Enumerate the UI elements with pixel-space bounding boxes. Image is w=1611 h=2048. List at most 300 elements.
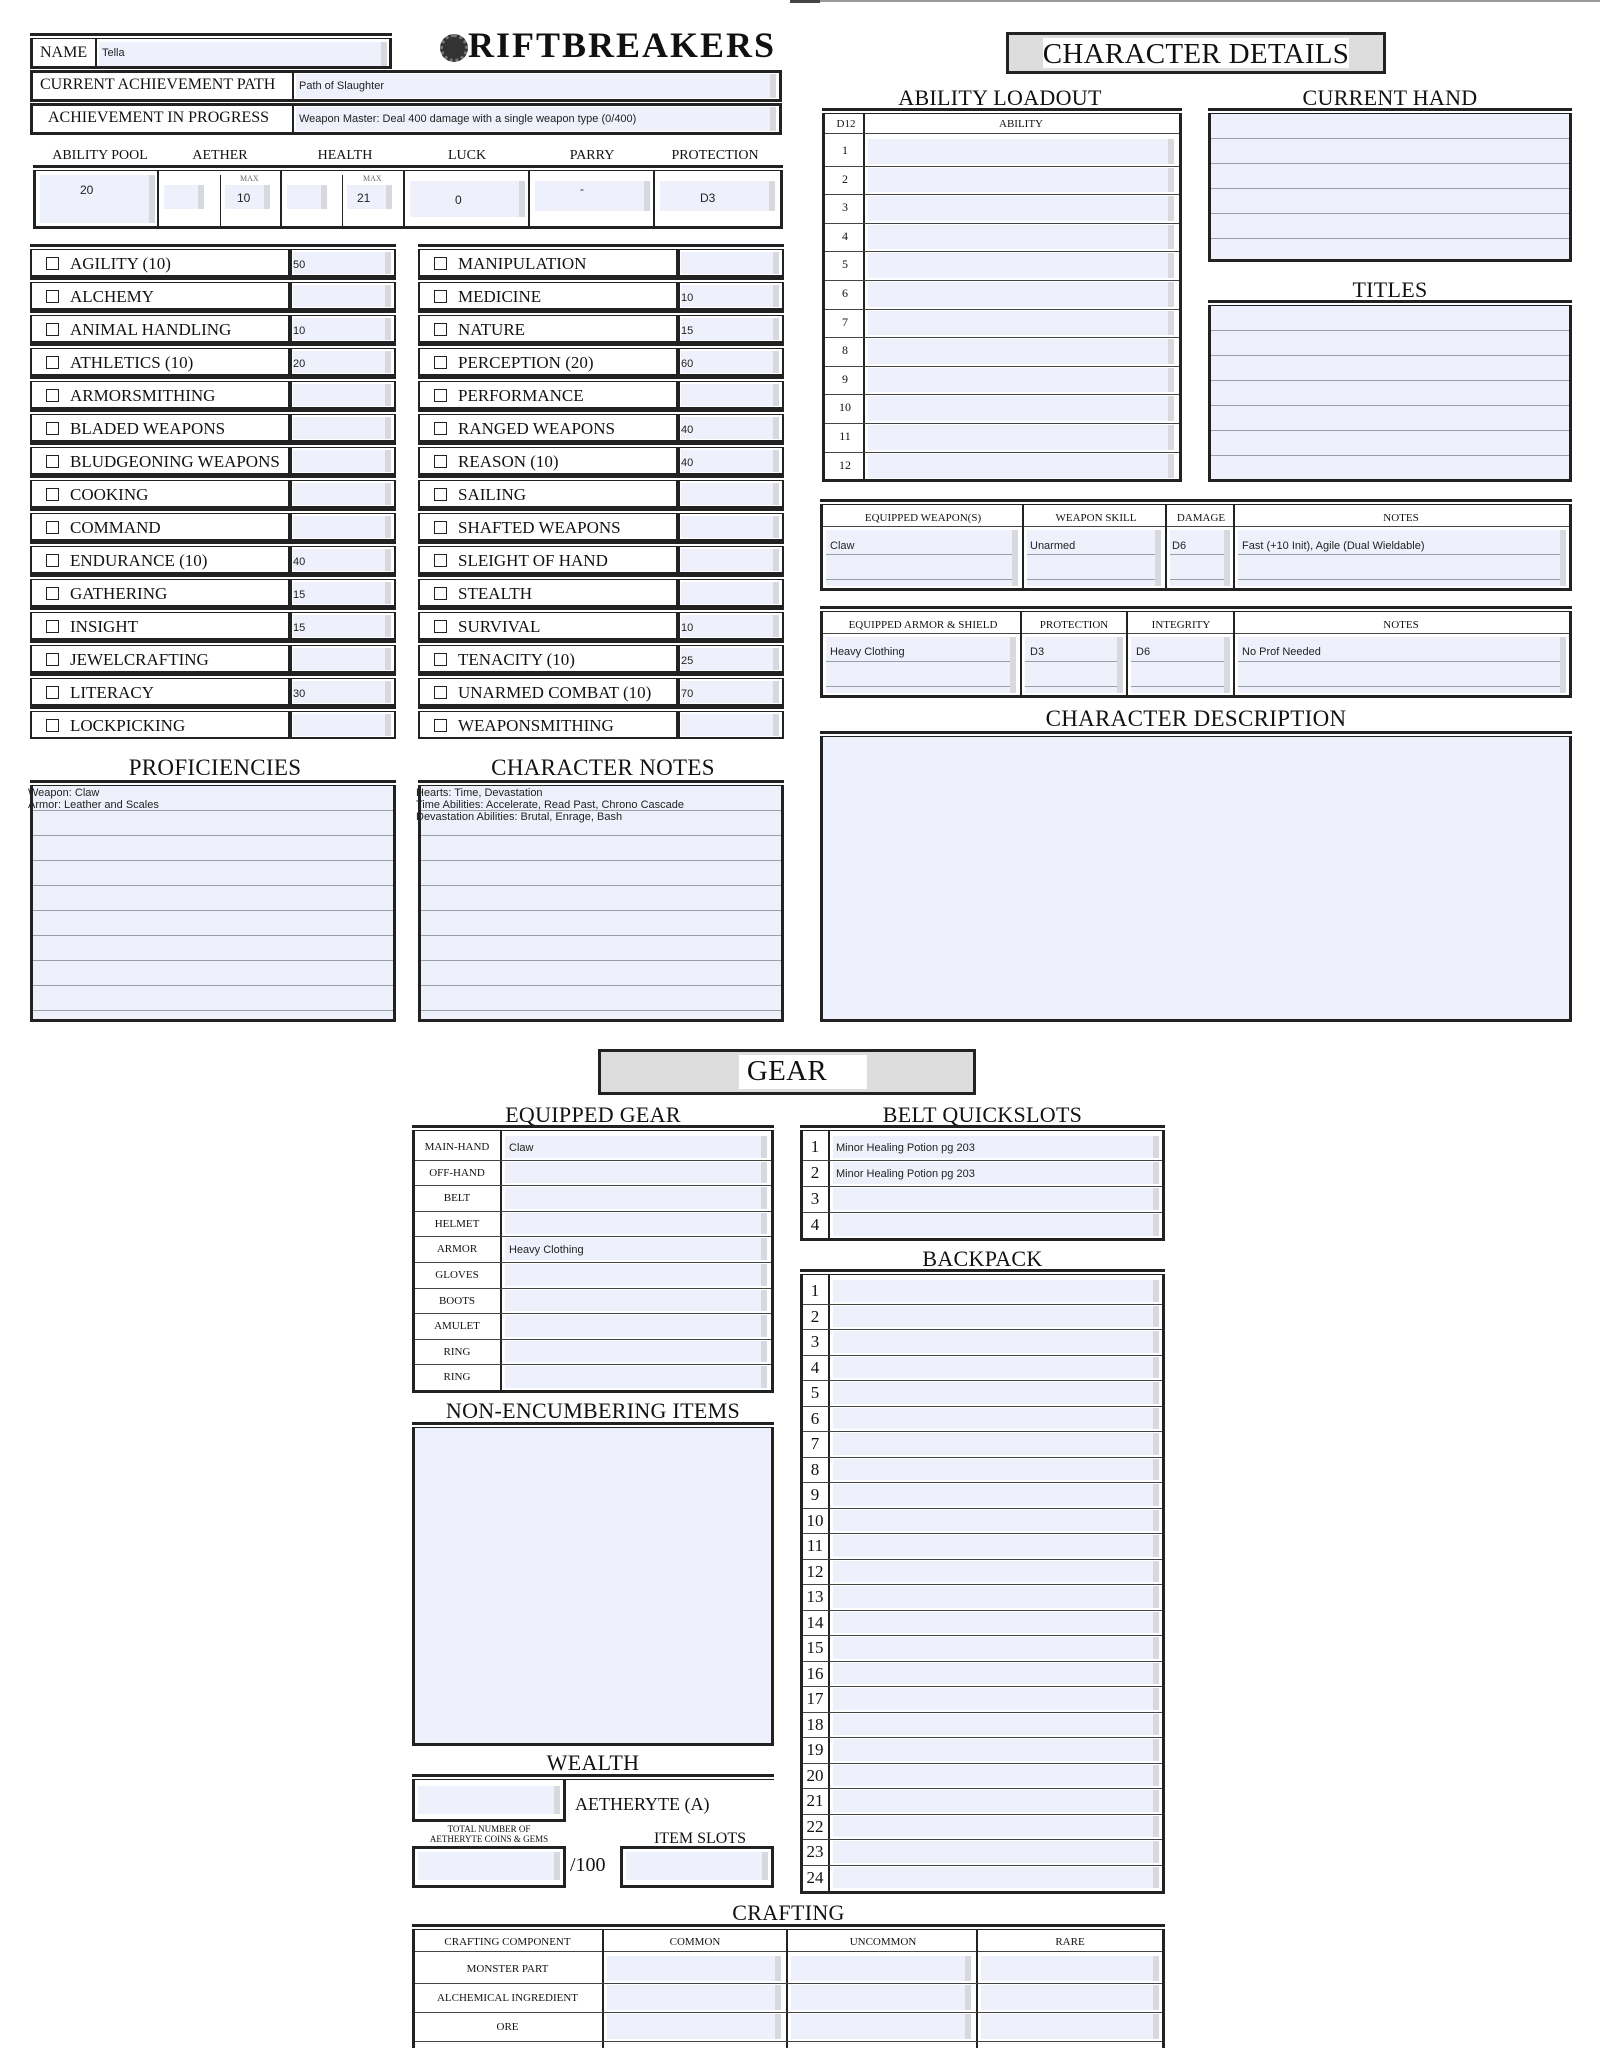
skill-value-field[interactable] [293, 483, 391, 505]
skill-value: 15 [293, 622, 306, 634]
loadout-ability-field[interactable] [868, 425, 1174, 450]
health-current-field[interactable] [287, 185, 327, 209]
skill-checkbox[interactable] [434, 521, 447, 534]
equipped-item-value: Heavy Clothing [509, 1244, 584, 1257]
backpack-slot-field[interactable] [833, 1535, 1159, 1557]
equipped-slot-field[interactable] [505, 1366, 767, 1388]
equipped-slot-label: GLOVES [435, 1269, 479, 1281]
backpack-row-divider [803, 1431, 1162, 1432]
skill-row-2[interactable] [418, 316, 678, 343]
divider [1233, 612, 1235, 696]
divider [528, 171, 530, 229]
skill-value-field[interactable] [293, 582, 391, 604]
crafting-common-field[interactable] [607, 1956, 781, 1981]
divider [403, 171, 405, 229]
non-encumbering-title: NON-ENCUMBERING ITEMS [445, 1398, 741, 1423]
backpack-slot-number: 6 [810, 1408, 820, 1428]
health-max-value: 21 [357, 191, 371, 205]
skill-value: 40 [681, 424, 694, 436]
proficiencies-box[interactable] [30, 786, 396, 1022]
loadout-ability-field[interactable] [868, 368, 1174, 393]
skill-row-1[interactable] [418, 283, 678, 310]
skill-checkbox[interactable] [46, 620, 59, 633]
skill-value: 10 [293, 325, 306, 337]
skill-value-field[interactable] [681, 252, 779, 274]
weapons-header-weapon: EQUIPPED WEAPON(S) [864, 512, 982, 524]
aetheryte-label: AETHERYTE (A) [575, 1794, 710, 1814]
skill-value-field[interactable] [681, 483, 779, 505]
skill-value-field[interactable] [293, 615, 391, 637]
loadout-number: 3 [842, 200, 848, 215]
crafting-component-label: ORE [496, 2021, 519, 2033]
loadout-row-divider [825, 194, 1179, 195]
loadout-row-divider [825, 166, 1179, 167]
skill-value-field[interactable] [293, 417, 391, 439]
backpack-slot-field[interactable] [833, 1280, 1159, 1302]
crafting-header-common: COMMON [669, 1936, 721, 1948]
skill-label: PERCEPTION (20) [458, 353, 594, 372]
skill-value-field[interactable] [293, 318, 391, 340]
armor-header-protection: PROTECTION [1039, 619, 1109, 631]
loadout-ability-field[interactable] [868, 339, 1174, 364]
crafting-rare-field[interactable] [981, 1985, 1159, 2010]
equipped-item-value: Claw [509, 1142, 534, 1154]
character-description-title: CHARACTER DESCRIPTION [1045, 706, 1347, 731]
slots-max: /100 [570, 1854, 606, 1876]
crafting-uncommon-field[interactable] [791, 2014, 971, 2039]
equipped-slot-label: BELT [443, 1192, 471, 1205]
skill-row-11[interactable] [418, 613, 678, 640]
total-aetheryte-field[interactable] [418, 1852, 560, 1880]
divider [976, 1930, 978, 2048]
skill-checkbox[interactable] [434, 455, 447, 468]
crafting-header-rare: RARE [1055, 1936, 1085, 1948]
loadout-ability-field[interactable] [868, 282, 1174, 307]
backpack-slot-field[interactable] [833, 1714, 1159, 1736]
skill-checkbox[interactable] [46, 521, 59, 534]
backpack-row-divider [803, 1839, 1162, 1840]
backpack-slot-field[interactable] [833, 1790, 1159, 1812]
loadout-ability-field[interactable] [868, 454, 1174, 479]
stat-label-health: HEALTH [317, 148, 373, 163]
ability-loadout-title: ABILITY LOADOUT [898, 85, 1102, 110]
skill-label: WEAPONSMITHING [458, 716, 614, 735]
skill-value-field[interactable] [293, 549, 391, 571]
skill-value-field[interactable] [293, 648, 391, 670]
crafting-row-divider [415, 2041, 1162, 2042]
divider [863, 114, 865, 480]
skill-value-field[interactable] [681, 549, 779, 571]
skill-checkbox[interactable] [46, 422, 59, 435]
equipped-gear-title: EQUIPPED GEAR [505, 1102, 681, 1127]
skill-checkbox[interactable] [46, 719, 59, 732]
skill-label: COMMAND [70, 518, 161, 537]
skill-value-field[interactable] [681, 351, 779, 373]
riftbreakers-logo-icon [440, 34, 468, 62]
skill-value-field[interactable] [681, 714, 779, 736]
weapon-skill-field[interactable] [1027, 530, 1161, 586]
weapon-name-value: Claw [830, 540, 855, 552]
skill-value: 30 [293, 688, 306, 700]
belt-slot-field[interactable] [833, 1188, 1159, 1210]
divider [157, 171, 159, 229]
proficiencies-title: PROFICIENCIES [128, 755, 302, 780]
backpack-row-divider [803, 1737, 1162, 1738]
skill-label: SAILING [458, 485, 526, 504]
proficiencies-line-2: Armor: Leather and Scales [28, 799, 159, 811]
loadout-number: 8 [842, 343, 848, 358]
skill-value-field[interactable] [681, 417, 779, 439]
backpack-slot-number: 5 [810, 1383, 820, 1402]
skill-value-field[interactable] [681, 681, 779, 703]
equipped-slot-field[interactable] [505, 1341, 767, 1363]
backpack-slot-number: 21 [806, 1791, 824, 1810]
backpack-slot-number: 3 [810, 1332, 820, 1351]
loadout-ability-field[interactable] [868, 253, 1174, 278]
skill-value-field[interactable] [293, 681, 391, 703]
backpack-title: BACKPACK [922, 1246, 1043, 1271]
name-field[interactable] [99, 42, 387, 66]
skill-checkbox[interactable] [46, 323, 59, 336]
aether-current-field[interactable] [164, 185, 204, 209]
proficiencies-line-1: Weapon: Claw [28, 787, 100, 799]
backpack-slot-number: 14 [806, 1612, 824, 1632]
backpack-slot-field[interactable] [833, 1867, 1159, 1889]
parry-field[interactable] [535, 181, 650, 211]
skill-value: 40 [681, 457, 694, 469]
equipped-slot-label: OFF-HAND [429, 1166, 485, 1179]
loadout-number: 6 [842, 286, 848, 300]
stat-label-luck: LUCK [447, 148, 487, 163]
current-hand-title: CURRENT HAND [1302, 85, 1478, 110]
backpack-slot-field[interactable] [833, 1382, 1159, 1404]
crafting-rare-field[interactable] [981, 1956, 1159, 1981]
backpack-row-divider [803, 1406, 1162, 1407]
skill-value-field[interactable] [681, 516, 779, 538]
backpack-slot-field[interactable] [833, 1739, 1159, 1761]
skill-value-field[interactable] [293, 384, 391, 406]
skill-label: MEDICINE [458, 287, 542, 306]
skill-checkbox[interactable] [434, 257, 447, 270]
skill-value-field[interactable] [293, 516, 391, 538]
aetheryte-field[interactable] [418, 1786, 560, 1814]
loadout-row-divider [825, 309, 1179, 310]
backpack-slot-field[interactable] [833, 1688, 1159, 1710]
skill-value-field[interactable] [681, 582, 779, 604]
belt-slot-number: 3 [810, 1189, 820, 1208]
skill-value: 10 [681, 292, 694, 304]
skill-checkbox[interactable] [46, 554, 59, 567]
weapon-damage-value: D6 [1172, 540, 1187, 552]
skill-checkbox[interactable] [434, 620, 447, 633]
name-label: NAME [40, 44, 88, 61]
skill-checkbox[interactable] [46, 587, 59, 600]
skill-row-10[interactable] [418, 580, 678, 607]
backpack-slot-field[interactable] [833, 1765, 1159, 1787]
skill-checkbox[interactable] [434, 719, 447, 732]
protection-field[interactable] [660, 181, 775, 211]
loadout-row-divider [825, 423, 1179, 424]
backpack-slot-number: 12 [806, 1561, 824, 1581]
divider [342, 175, 343, 227]
loadout-ability-field[interactable] [868, 139, 1174, 164]
current-hand-box[interactable] [1208, 114, 1572, 262]
belt-slot-number: 1 [810, 1137, 820, 1156]
skill-checkbox[interactable] [434, 587, 447, 600]
belt-row-divider [803, 1212, 1162, 1213]
equipped-row-divider [415, 1339, 771, 1340]
equipped-row-divider [415, 1160, 771, 1161]
skill-label: COOKING [70, 485, 149, 504]
skill-value: 20 [293, 358, 306, 370]
skill-value: 70 [681, 688, 694, 700]
backpack-row-divider [803, 1788, 1162, 1789]
equipped-slot-field[interactable] [505, 1264, 767, 1286]
equipped-row-divider [415, 1288, 771, 1289]
equipped-row-divider [415, 1236, 771, 1237]
protection-value: D3 [700, 191, 716, 205]
backpack-slot-number: 11 [806, 1536, 824, 1555]
equipped-slot-field[interactable] [505, 1162, 767, 1184]
skill-checkbox[interactable] [46, 356, 59, 369]
divider [653, 171, 655, 229]
skill-label: JEWELCRAFTING [70, 650, 209, 669]
skill-checkbox[interactable] [434, 554, 447, 567]
skill-label: ARMORSMITHING [70, 386, 216, 405]
character-description-box[interactable] [820, 737, 1572, 1022]
skill-checkbox[interactable] [46, 488, 59, 501]
divider [292, 103, 294, 135]
skill-checkbox[interactable] [434, 488, 447, 501]
loadout-number: 5 [842, 257, 848, 272]
divider [786, 1930, 788, 2048]
weapon-notes-field[interactable] [1238, 530, 1566, 586]
crafting-header-uncommon: UNCOMMON [849, 1936, 917, 1948]
skill-value-field[interactable] [681, 384, 779, 406]
loadout-ability-field[interactable] [868, 196, 1174, 221]
skill-checkbox[interactable] [434, 653, 447, 666]
backpack-row-divider [803, 1865, 1162, 1866]
backpack-slot-number: 1 [810, 1281, 820, 1300]
belt-slot-number: 4 [810, 1215, 820, 1234]
divider [280, 171, 282, 229]
backpack-slot-number: 9 [810, 1485, 820, 1504]
skill-checkbox[interactable] [434, 290, 447, 303]
backpack-slot-field[interactable] [833, 1484, 1159, 1506]
page-top-rule-accent [790, 0, 820, 3]
crafting-common-field[interactable] [607, 1985, 781, 2010]
ability-column-label: ABILITY [999, 118, 1043, 130]
logo-text: RIFTBREAKERS [468, 25, 777, 65]
backpack-row-divider [803, 1635, 1162, 1636]
loadout-ability-field[interactable] [868, 225, 1174, 250]
divider [292, 70, 294, 102]
skill-value: 25 [681, 655, 694, 667]
loadout-row-divider [825, 366, 1179, 367]
parry-value: - [580, 182, 584, 196]
backpack-slot-number: 2 [810, 1306, 820, 1326]
backpack-slot-field[interactable] [833, 1841, 1159, 1863]
skill-checkbox[interactable] [434, 686, 447, 699]
belt-row-divider [803, 1186, 1162, 1187]
loadout-ability-field[interactable] [868, 311, 1174, 336]
wealth-title: WEALTH [546, 1750, 640, 1775]
skill-value-field[interactable] [681, 285, 779, 307]
equipped-slot-label: RING [443, 1345, 471, 1358]
loadout-ability-field[interactable] [868, 396, 1174, 421]
equipped-slot-field[interactable] [505, 1290, 767, 1312]
backpack-slot-number: 7 [810, 1434, 820, 1453]
skill-value-field[interactable] [681, 450, 779, 472]
skill-label: INSIGHT [70, 617, 138, 636]
skill-checkbox[interactable] [46, 653, 59, 666]
loadout-number: 4 [842, 228, 848, 243]
skill-checkbox[interactable] [434, 356, 447, 369]
progress-label: ACHIEVEMENT IN PROGRESS [48, 109, 270, 126]
crafting-uncommon-field[interactable] [791, 1956, 971, 1981]
equipped-slot-field[interactable] [505, 1315, 767, 1337]
skill-label: REASON (10) [458, 452, 559, 471]
skill-checkbox[interactable] [434, 422, 447, 435]
crafting-row-divider [415, 2012, 1162, 2013]
skill-checkbox[interactable] [46, 686, 59, 699]
divider [415, 1951, 1162, 1952]
divider [220, 175, 221, 227]
crafting-component-label: ALCHEMICAL INGREDIENT [436, 1992, 579, 2004]
skill-value-field[interactable] [293, 285, 391, 307]
luck-value: 0 [455, 193, 462, 207]
belt-slot-field[interactable] [833, 1214, 1159, 1236]
skill-row-7[interactable] [30, 481, 290, 508]
skill-row-7[interactable] [418, 481, 678, 508]
stat-label-ability-pool: ABILITY POOL [52, 148, 148, 163]
name-value: Tella [102, 47, 125, 59]
equipped-row-divider [415, 1313, 771, 1314]
skill-label: SURVIVAL [458, 617, 541, 636]
equipped-slot-field[interactable] [505, 1187, 767, 1209]
backpack-slot-field[interactable] [833, 1663, 1159, 1685]
belt-quickslots-title: BELT QUICKSLOTS [882, 1102, 1083, 1127]
skill-value-field[interactable] [681, 615, 779, 637]
skill-row-1[interactable] [30, 283, 290, 310]
aether-max-value: 10 [237, 191, 251, 205]
backpack-slot-field[interactable] [833, 1408, 1159, 1430]
backpack-slot-number: 18 [806, 1714, 824, 1734]
backpack-slot-field[interactable] [833, 1357, 1159, 1379]
backpack-row-divider [803, 1686, 1162, 1687]
divider [1020, 612, 1022, 696]
titles-box[interactable] [1208, 306, 1572, 482]
skill-value-field[interactable] [293, 450, 391, 472]
skill-value-field[interactable] [293, 252, 391, 274]
backpack-slot-field[interactable] [833, 1816, 1159, 1838]
skill-value-field[interactable] [681, 318, 779, 340]
skill-checkbox[interactable] [434, 389, 447, 402]
equipped-slot-field[interactable] [505, 1136, 767, 1158]
backpack-slot-number: 19 [806, 1740, 824, 1759]
backpack-slot-field[interactable] [833, 1306, 1159, 1328]
backpack-row-divider [803, 1584, 1162, 1585]
backpack-slot-field[interactable] [833, 1586, 1159, 1608]
skill-row-13[interactable] [30, 679, 290, 706]
item-slots-field[interactable] [626, 1852, 768, 1880]
skill-value-field[interactable] [681, 648, 779, 670]
crafting-rare-field[interactable] [981, 2014, 1159, 2039]
skill-checkbox[interactable] [434, 323, 447, 336]
equipped-slot-field[interactable] [505, 1213, 767, 1235]
skill-label: SLEIGHT OF HAND [458, 551, 608, 570]
skill-label: ENDURANCE (10) [70, 551, 208, 570]
skill-value: 15 [293, 589, 306, 601]
backpack-slot-field[interactable] [833, 1459, 1159, 1481]
total-label-2: AETHERYTE COINS & GEMS [429, 1834, 549, 1844]
equipped-slot-label: ARMOR [436, 1243, 478, 1256]
backpack-slot-field[interactable] [833, 1561, 1159, 1583]
divider [823, 526, 1569, 527]
loadout-number: 2 [842, 171, 848, 186]
equipped-slot-label: MAIN-HAND [424, 1141, 490, 1153]
skill-row-11[interactable] [30, 613, 290, 640]
equipped-slot-label: AMULET [434, 1320, 480, 1333]
titles-title: TITLES [1352, 277, 1428, 302]
weapon-damage-field[interactable] [1170, 530, 1230, 586]
weapons-header-skill: WEAPON SKILL [1055, 512, 1137, 524]
divider [500, 1131, 502, 1391]
backpack-row-divider [803, 1610, 1162, 1611]
loadout-ability-field[interactable] [868, 168, 1174, 193]
total-label-1: TOTAL NUMBER OF [447, 1824, 531, 1834]
backpack-slot-field[interactable] [833, 1612, 1159, 1634]
skill-checkbox[interactable] [46, 257, 59, 270]
weapon-name-field[interactable] [826, 530, 1018, 586]
armor-protection-value: D3 [1030, 646, 1045, 658]
skill-checkbox[interactable] [46, 389, 59, 402]
skill-label: SHAFTED WEAPONS [458, 518, 621, 537]
belt-item-value: Minor Healing Potion pg 203 [836, 1142, 975, 1154]
backpack-slot-field[interactable] [833, 1331, 1159, 1353]
luck-field[interactable] [410, 181, 525, 217]
belt-row-divider [803, 1160, 1162, 1161]
equipped-slot-label: RING [443, 1371, 471, 1384]
skill-value: 15 [681, 325, 694, 337]
skill-value-field[interactable] [293, 714, 391, 736]
crafting-header-component: CRAFTING COMPONENT [444, 1936, 571, 1948]
backpack-slot-field[interactable] [833, 1510, 1159, 1532]
skill-checkbox[interactable] [46, 455, 59, 468]
ability-pool-field[interactable] [40, 175, 155, 223]
armor-header-armor: EQUIPPED ARMOR & SHIELD [848, 619, 998, 631]
crafting-common-field[interactable] [607, 2014, 781, 2039]
backpack-slot-number: 15 [806, 1638, 824, 1657]
skill-value-field[interactable] [293, 351, 391, 373]
crafting-uncommon-field[interactable] [791, 1985, 971, 2010]
loadout-row-divider [825, 452, 1179, 453]
backpack-slot-field[interactable] [833, 1433, 1159, 1455]
skill-label: GATHERING [70, 584, 168, 603]
loadout-row-divider [825, 280, 1179, 281]
backpack-slot-field[interactable] [833, 1637, 1159, 1659]
d12-label: D12 [836, 118, 856, 130]
divider [602, 1930, 604, 2048]
skill-checkbox[interactable] [46, 290, 59, 303]
backpack-slot-number: 8 [810, 1459, 820, 1479]
equipped-row-divider [415, 1262, 771, 1263]
non-encumbering-box[interactable] [412, 1428, 774, 1746]
divider [828, 1131, 830, 1239]
backpack-slot-number: 23 [806, 1842, 824, 1861]
belt-slot-number: 2 [810, 1163, 820, 1182]
skill-label: LOCKPICKING [70, 716, 186, 735]
